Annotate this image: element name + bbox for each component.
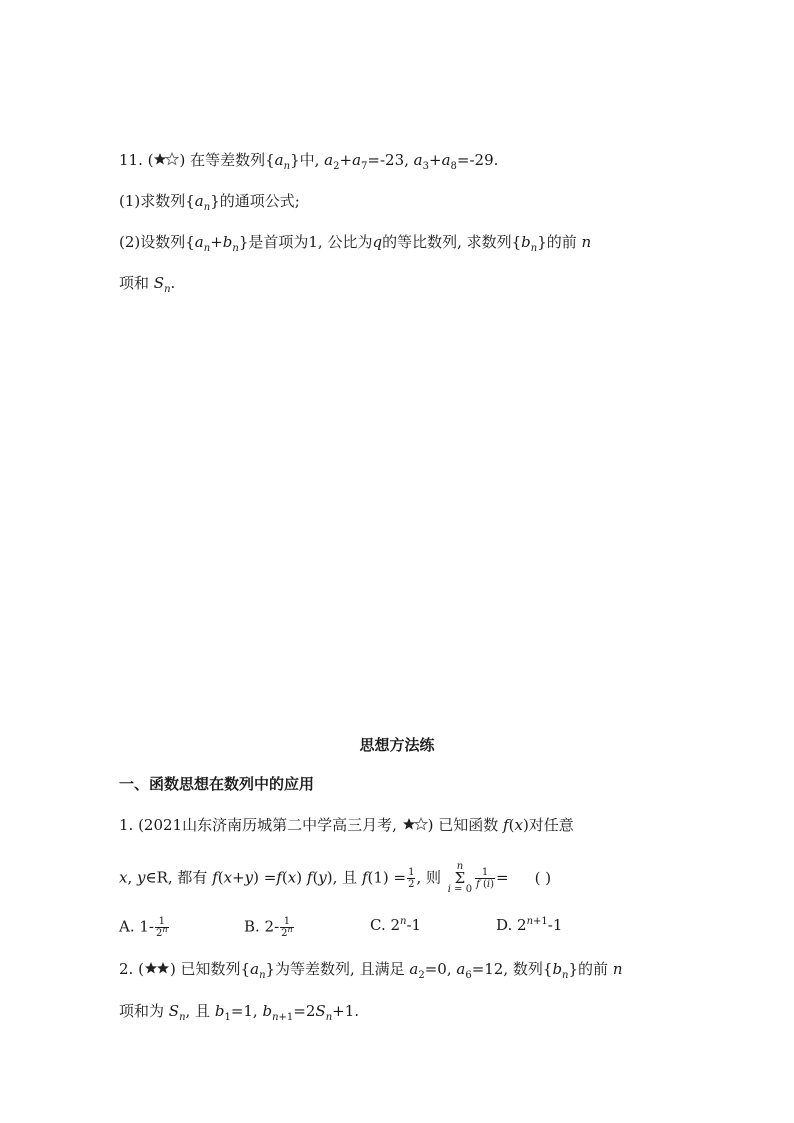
option-c: C. 2$^n$-1 [370,916,422,934]
q2-line-1: 2. ( ) 已知数列$\{a_n\}$为等差数列, 且满足 $a_2=0$, $a_6=12$, 数列$\{b_n\}$的前 n [119,960,623,981]
section-title: 思想方法练 [359,736,435,754]
option-d: D. $2^{n+1}-1$ [496,916,563,934]
q11-part-2: (2)设数列$\{a_n+b_n\}$是首项为1, 公比为q的等比数列, 求数列$\{b_n\}$的前 n [119,233,592,254]
q2-line-2: 项和为 $S_n$, 且 $b_1=1$, $b_{n+1}=2S_n+1$. [119,1002,360,1023]
section-subtitle: 一、函数思想在数列中的应用 [119,775,315,793]
q11-part-1: (1)求数列$\{a_n\}$的通项公式; [119,192,300,213]
option-a: A. 1- $\frac{1}{2^n}$ [119,916,168,939]
q11-number: 11. ( [119,151,154,169]
q1-line-2: x, y∈R, 都有 f(x+y) =f(x) f(y), 且 f(1) = $\frac{1}{2}$ , 则 n Σ i = 0 $\frac{1}{f (i)}$ = ( ) [119,861,552,895]
summation-symbol: n Σ i = 0 [447,861,473,895]
answer-blank: ( ) [534,868,552,887]
difficulty-stars-icon [144,961,170,975]
fraction-one-half: $\frac{1}{2}$ [408,867,415,890]
q1-line-1: 1. (2021山东济南历城第二中学高三月考, ) 已知函数 f(x)对任意 [119,816,574,834]
difficulty-stars-icon [402,817,428,831]
q11-part-2-cont: 项和 $S_n$. [119,274,176,295]
q11-line-1: 11. ( ) 在等差数列$\{a_n\}$中, $a_2+a_7=-23$, $a_3+a_8=-29$. [119,151,499,172]
option-b: B. 2- $\frac{1}{2^n}$ [244,916,293,939]
q1-source: 1. (2021山东济南历城第二中学高三月考, [119,816,402,834]
difficulty-stars-icon [153,152,179,166]
